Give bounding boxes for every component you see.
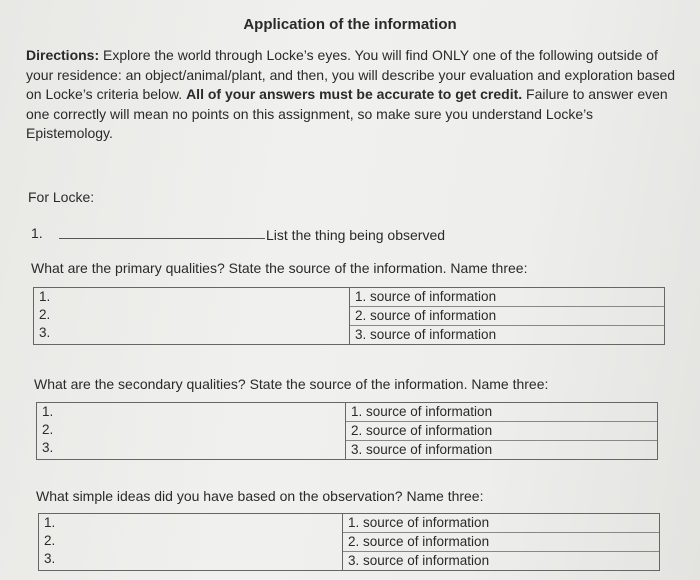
source-cell[interactable]: 3. source of information bbox=[348, 553, 490, 568]
answer-cell[interactable]: 2. bbox=[44, 533, 56, 548]
source-cell[interactable]: 3. source of information bbox=[355, 327, 497, 342]
directions-text-2: Failure to answer even one correctly will mean no points on this assignment, so make sure you understand Locke’s Epistemology. bbox=[26, 86, 668, 141]
answer-cell[interactable]: 3. bbox=[39, 325, 51, 340]
source-cell[interactable]: 1. source of information bbox=[343, 514, 659, 533]
simple-ideas-question: What simple ideas did you have based on the observation? Name three: bbox=[36, 488, 484, 504]
answer-cell[interactable]: 1. bbox=[39, 289, 51, 304]
for-locke-heading: For Locke: bbox=[28, 189, 95, 205]
item1-answer-blank[interactable] bbox=[59, 238, 265, 239]
item1-number: 1. bbox=[31, 225, 43, 241]
answer-cell[interactable]: 3. bbox=[42, 440, 54, 455]
simple-ideas-answers bbox=[39, 514, 343, 570]
directions-bold-text: All of your answers must be accurate to get credit. bbox=[186, 86, 523, 102]
source-cell[interactable]: 2. source of information bbox=[350, 307, 664, 326]
primary-qualities-table bbox=[33, 287, 665, 345]
answer-cell[interactable]: 1. bbox=[44, 515, 56, 530]
secondary-qualities-question: What are the secondary qualities? State the source of the information. Name three: bbox=[34, 376, 549, 392]
answer-cell[interactable]: 1. bbox=[42, 404, 54, 419]
secondary-qualities-answers bbox=[37, 403, 346, 459]
primary-qualities-answers bbox=[34, 288, 350, 344]
directions-text-1: Explore the world through Locke’s eyes. You will find ONLY one of the following outside of your residence: an object/animal/plant, and then, you will describe your evaluation and exploration based on Locke’s criteria below. bbox=[26, 47, 676, 102]
source-cell[interactable]: 1. source of information bbox=[346, 403, 657, 422]
page-title: Application of the information bbox=[243, 16, 457, 33]
secondary-qualities-table bbox=[36, 402, 658, 460]
simple-ideas-table bbox=[38, 513, 660, 571]
item1-label: List the thing being observed bbox=[266, 227, 446, 243]
answer-cell[interactable]: 3. bbox=[44, 551, 56, 566]
simple-ideas-sources bbox=[343, 514, 659, 570]
source-cell[interactable]: 3. source of information bbox=[351, 442, 493, 457]
source-cell[interactable]: 2. source of information bbox=[346, 422, 657, 441]
directions-label: Directions: bbox=[26, 47, 100, 63]
source-cell[interactable]: 2. source of information bbox=[343, 533, 659, 552]
answer-cell[interactable]: 2. bbox=[39, 307, 51, 322]
answer-cell[interactable]: 2. bbox=[42, 422, 54, 437]
directions-paragraph bbox=[26, 46, 676, 144]
primary-qualities-sources bbox=[350, 288, 664, 344]
primary-qualities-question: What are the primary qualities? State the source of the information. Name three: bbox=[31, 260, 528, 276]
secondary-qualities-sources bbox=[346, 403, 657, 459]
source-cell[interactable]: 1. source of information bbox=[350, 288, 664, 307]
